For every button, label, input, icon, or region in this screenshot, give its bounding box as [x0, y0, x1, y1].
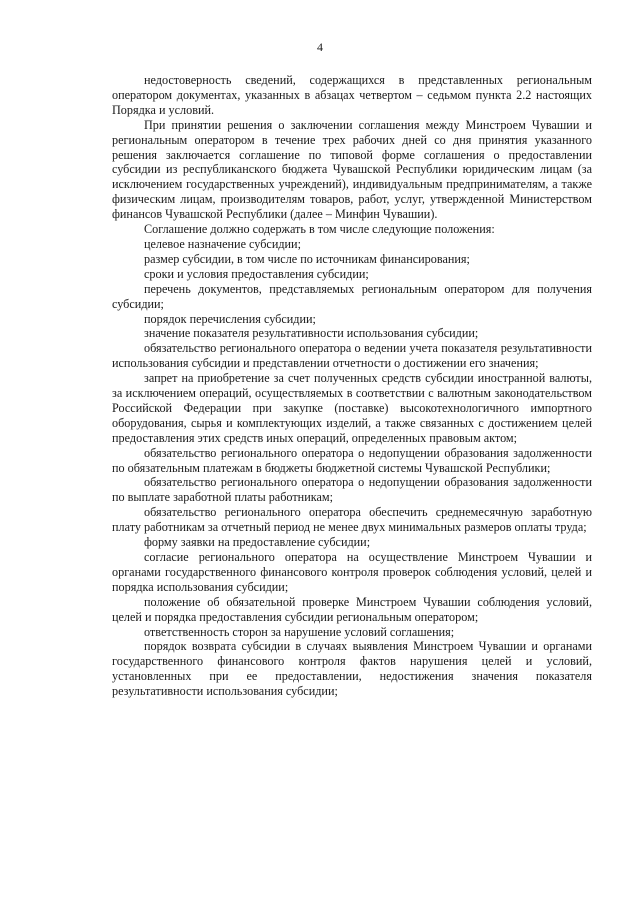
list-item: согласие регионального оператора на осуществление Минстроем Чувашии и органами государственного финансового контроля проверок соблюдения условий, целей и порядка использования субсидии; [112, 550, 592, 594]
list-item: размер субсидии, в том числе по источникам финансирования; [144, 251, 470, 266]
paragraph-agreement-conclusion: При принятии решения о заключении соглашения между Минстроем Чувашии и региональным оператором в течение трех рабочих дней со дня принятия указанного решения заключается соглашение по типовой форме соглашения о предоставлении субсидии из республиканского бюджета Чувашской Республики юридическим лицам (за исключением государственных учреждений), индивидуальным предпринимателям, а также физическим лицам, производителям товаров, работ, услуг, утвержденной Министерством финансов Чувашской Республики (далее – Минфин Чувашии). [112, 117, 592, 222]
list-item: обязательство регионального оператора о недопущении образования задолженности по выплате заработной платы работникам; [112, 475, 592, 505]
list-item: перечень документов, представляемых региональным оператором для получения субсидии; [112, 281, 592, 311]
paragraph-agreement-contents-intro: Соглашение должно содержать в том числе следующие положения: [144, 222, 495, 237]
list-item: положение об обязательной проверке Минстроем Чувашии соблюдения условий, целей и порядка предоставления субсидии региональным оператором; [112, 594, 592, 624]
page-number: 4 [317, 40, 323, 54]
list-item: сроки и условия предоставления субсидии; [144, 266, 369, 281]
body-text [112, 73, 592, 699]
list-item: обязательство регионального оператора о недопущении образования задолженности по обязательным платежам в бюджеты бюджетной системы Чувашской Республики; [112, 445, 592, 475]
list-item: запрет на приобретение за счет полученных средств субсидии иностранной валюты, за исключением операций, осуществляемых в соответствии с валютным законодательством Российской Федерации при закупке (поставке) высокотехнологичного импортного оборудования, сырья и комплектующих изделий, а также связанных с достижением целей предоставления этих средств иных операций, определенных правовым актом; [112, 371, 592, 445]
list-item: значение показателя результативности использования субсидии; [144, 326, 479, 341]
list-item: порядок перечисления субсидии; [144, 311, 316, 326]
list-item: ответственность сторон за нарушение условий соглашения; [144, 624, 455, 639]
list-item: форму заявки на предоставление субсидии; [144, 535, 371, 550]
list-item: целевое назначение субсидии; [144, 236, 301, 251]
list-item: порядок возврата субсидии в случаях выявления Минстроем Чувашии и органами государственного финансового контроля фактов нарушения целей и условий, установленных при ее предоставлении, недостижения значения показателя результативности использования субсидии; [112, 639, 592, 699]
paragraph-ineligibility: недостоверность сведений, содержащихся в представленных региональным оператором документах, указанных в абзацах четвертом – седьмом пункта 2.2 настоящих Порядка и условий. [112, 73, 592, 117]
list-item: обязательство регионального оператора о ведении учета показателя результативности использования субсидии и представлении отчетности о достижении его значения; [112, 341, 592, 371]
list-item: обязательство регионального оператора обеспечить среднемесячную заработную плату работникам за отчетный период не менее двух минимальных размеров оплаты труда; [112, 505, 592, 535]
